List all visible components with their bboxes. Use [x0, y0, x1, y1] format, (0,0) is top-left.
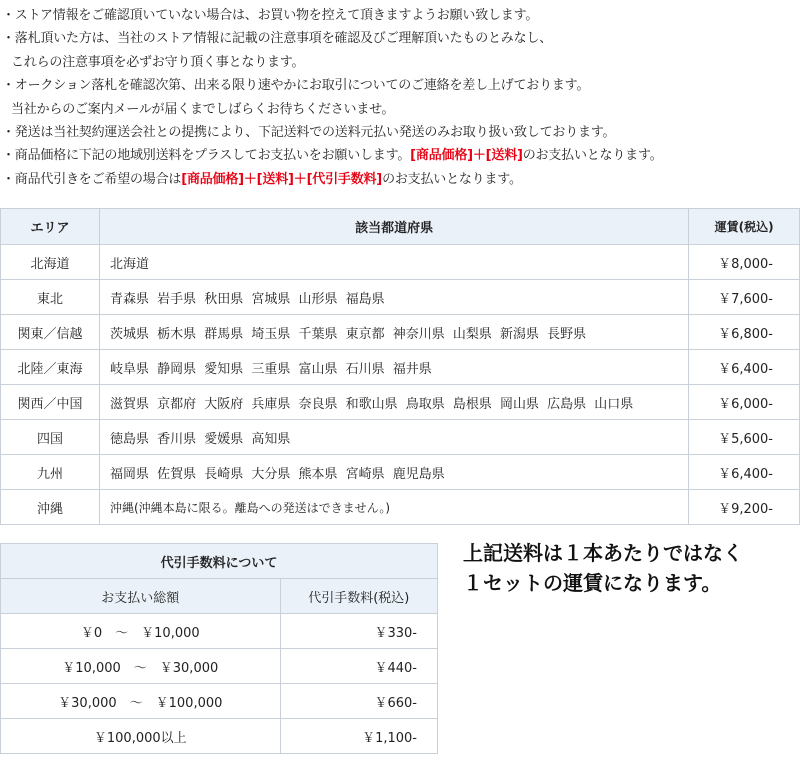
rate-cell: ￥6,800-	[689, 315, 800, 350]
fee-cell: ￥1,100-	[280, 719, 437, 754]
prefecture-cell: 北海道	[99, 245, 688, 280]
area-cell: 北海道	[1, 245, 100, 280]
area-cell: 沖縄	[1, 490, 100, 525]
cod-formula: [商品価格]＋[送料]＋[代引手数料]	[181, 171, 383, 187]
area-header: エリア	[1, 209, 100, 245]
area-cell: 関東／信越	[1, 315, 100, 350]
prefecture-header: 該当都道府県	[99, 209, 688, 245]
prefecture-cell: 沖縄(沖縄本島に限る。離島への発送はできません。)	[99, 490, 688, 525]
note-winner-agreement-cont: これらの注意事項を必ずお守り頂く事となります。	[11, 54, 305, 70]
rate-cell: ￥5,600-	[689, 420, 800, 455]
note-contact: ・オークション落札を確認次第、出来る限り速やかにお取引についてのご連絡を差し上げております。	[2, 78, 590, 94]
area-cell: 四国	[1, 420, 100, 455]
table-row	[1, 385, 800, 420]
table-row	[1, 649, 438, 684]
per-set-notice-line1: 上記送料は１本あたりではなく	[463, 541, 743, 565]
table-row	[1, 280, 800, 315]
table-row	[1, 719, 438, 754]
note-cod-payment: ・商品代引きをご希望の場合は[商品価格]＋[送料]＋[代引手数料]のお支払いとなります。	[2, 171, 522, 187]
notes-list	[0, 0, 800, 191]
fee-cell: ￥330-	[280, 614, 437, 649]
per-set-notice-line2: １セットの運賃になります。	[463, 571, 722, 595]
prefecture-cell: 徳島県 香川県 愛媛県 高知県	[99, 420, 688, 455]
prefecture-cell: 青森県 岩手県 秋田県 宮城県 山形県 福島県	[99, 280, 688, 315]
amount-range-cell: ￥0 ～ ￥10,000	[1, 614, 281, 649]
area-cell: 関西／中国	[1, 385, 100, 420]
rate-cell: ￥6,000-	[689, 385, 800, 420]
amount-range-cell: ￥10,000 ～ ￥30,000	[1, 649, 281, 684]
note-payment: ・商品価格に下記の地域別送料をプラスしてお支払いをお願いします。[商品価格]＋[送料]のお支払いとなります。	[2, 148, 663, 164]
rate-cell: ￥7,600-	[689, 280, 800, 315]
table-row	[1, 490, 800, 525]
rate-header: 運賃(税込)	[689, 209, 800, 245]
shipping-header-row	[1, 209, 800, 245]
table-row	[1, 455, 800, 490]
table-row	[1, 614, 438, 649]
per-set-notice	[463, 538, 743, 598]
rate-cell: ￥9,200-	[689, 490, 800, 525]
rate-cell: ￥8,000-	[689, 245, 800, 280]
shipping-rate-table	[0, 208, 800, 525]
area-cell: 九州	[1, 455, 100, 490]
table-row	[1, 420, 800, 455]
area-cell: 北陸／東海	[1, 350, 100, 385]
prefecture-cell: 茨城県 栃木県 群馬県 埼玉県 千葉県 東京都 神奈川県 山梨県 新潟県 長野県	[99, 315, 688, 350]
cod-table-title: 代引手数料について	[1, 544, 438, 579]
prefecture-cell: 福岡県 佐賀県 長崎県 大分県 熊本県 宮崎県 鹿児島県	[99, 455, 688, 490]
note-store-info: ・ストア情報をご確認頂いていない場合は、お買い物を控えて頂きますようお願い致します。	[2, 8, 539, 23]
cod-fee-table	[0, 543, 438, 754]
fee-cell: ￥440-	[280, 649, 437, 684]
note-shipping-method: ・発送は当社契約運送会社との提携により、下記送料での送料元払い発送のみお取り扱い致しております。	[2, 125, 616, 141]
amount-range-cell: ￥30,000 ～ ￥100,000	[1, 684, 281, 719]
table-row	[1, 684, 438, 719]
cod-fee-header: 代引手数料(税込)	[280, 579, 437, 614]
note-winner-agreement: ・落札頂いた方は、当社のストア情報に記載の注意事項を確認及びご理解頂いたものとみなし、	[2, 31, 553, 47]
table-row	[1, 315, 800, 350]
rate-cell: ￥6,400-	[689, 350, 800, 385]
fee-cell: ￥660-	[280, 684, 437, 719]
area-cell: 東北	[1, 280, 100, 315]
total-amount-header: お支払い総額	[1, 579, 281, 614]
amount-range-cell: ￥100,000以上	[1, 719, 281, 754]
prefecture-cell: 滋賀県 京都府 大阪府 兵庫県 奈良県 和歌山県 鳥取県 島根県 岡山県 広島県 山口県	[99, 385, 688, 420]
table-row	[1, 350, 800, 385]
table-row	[1, 245, 800, 280]
prefecture-cell: 岐阜県 静岡県 愛知県 三重県 富山県 石川県 福井県	[99, 350, 688, 385]
note-contact-cont: 当社からのご案内メールが届くまでしばらくお待ちくださいませ。	[11, 101, 395, 117]
payment-formula: [商品価格]＋[送料]	[410, 148, 523, 164]
rate-cell: ￥6,400-	[689, 455, 800, 490]
